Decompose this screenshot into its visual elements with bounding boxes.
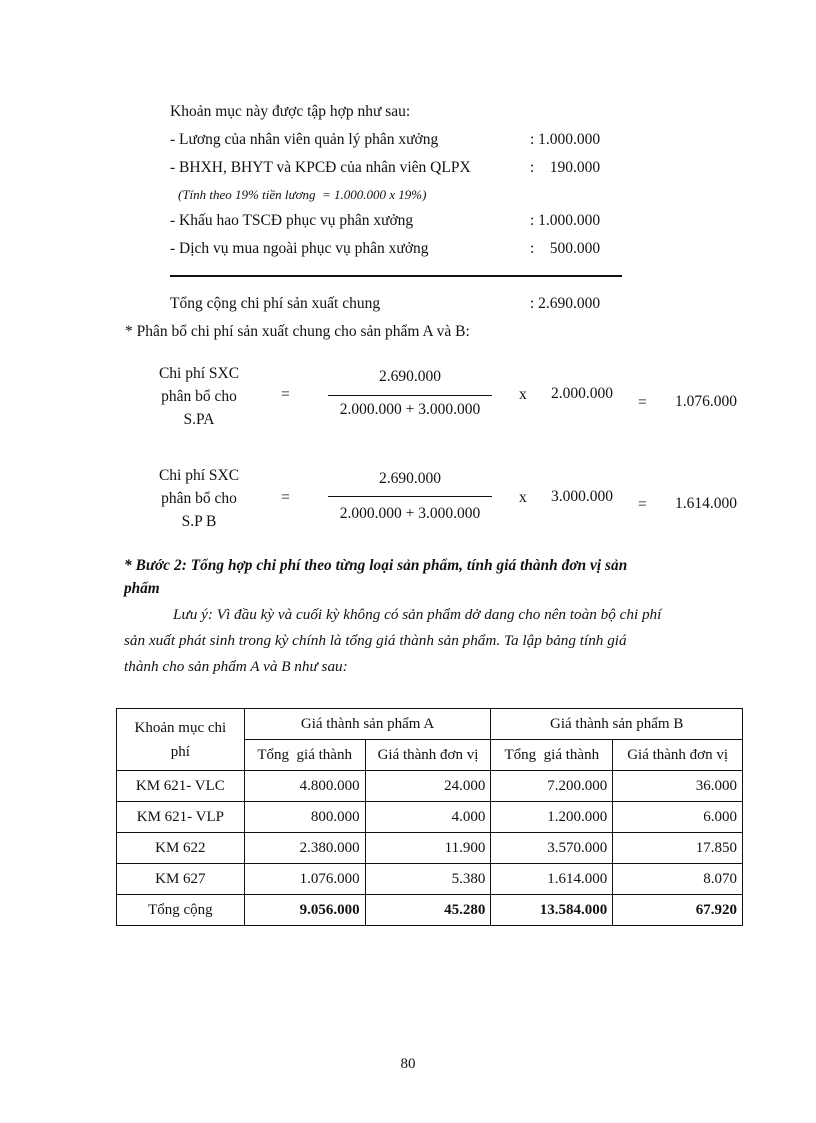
multiply-sign: x: [519, 489, 527, 506]
cell-a-total: 4.800.000: [244, 771, 365, 802]
header-item: [117, 709, 245, 771]
row-item: KM 621- VLC: [117, 771, 245, 802]
formula-result: 1.076.000: [675, 393, 737, 410]
formula-numerator: 2.690.000: [379, 470, 441, 487]
table-row: [117, 771, 743, 802]
header-item-line: Khoản mục chi: [134, 719, 227, 736]
cell-a-unit: 5.380: [365, 864, 491, 895]
formula-label-line: Chi phí SXC: [158, 467, 240, 484]
expense-item-value: : 1.000.000: [530, 212, 601, 229]
expense-item-label: - BHXH, BHYT và KPCĐ của nhân viên QLPX: [170, 159, 471, 176]
page-number: 80: [400, 1056, 416, 1072]
cost-table: [116, 708, 743, 926]
subheader-total: Tổng giá thành: [491, 740, 613, 771]
formula-label-line: phân bổ cho: [161, 490, 237, 507]
allocation-heading: * Phân bổ chi phí sản xuất chung cho sản phẩm A và B:: [125, 323, 470, 340]
expense-item-label: - Lương của nhân viên quản lý phân xưởng: [170, 131, 439, 148]
expense-note: (Tính theo 19% tiền lương = 1.000.000 x 19%): [178, 187, 427, 202]
cell-b-unit: 8.070: [613, 864, 743, 895]
formula-label-line: phân bổ cho: [161, 388, 237, 405]
formula-denominator: 2.000.000 + 3.000.000: [339, 401, 481, 418]
expense-item-label: - Dịch vụ mua ngoài phục vụ phân xưởng: [170, 240, 429, 257]
cell-b-total: 1.614.000: [491, 864, 613, 895]
cell-a-unit: 11.900: [365, 833, 491, 864]
step2-title-cont: phẩm: [124, 580, 160, 597]
cell-a-total: 800.000: [244, 802, 365, 833]
row-item: KM 627: [117, 864, 245, 895]
total-a-total: 9.056.000: [244, 895, 365, 926]
step2-note: Lưu ý: Vì đầu kỳ và cuối kỳ không có sản phẩm dở dang cho nên toàn bộ chi phí: [173, 606, 662, 623]
cell-b-unit: 36.000: [613, 771, 743, 802]
expense-item-label: - Khấu hao TSCĐ phục vụ phân xưởng: [170, 212, 414, 229]
cell-a-total: 2.380.000: [244, 833, 365, 864]
expense-item-value: : 1.000.000: [530, 131, 601, 148]
expense-total-label: Tổng cộng chi phí sản xuất chung: [170, 295, 381, 312]
formula-numerator: 2.690.000: [379, 368, 441, 385]
cell-b-total: 7.200.000: [491, 771, 613, 802]
header-group-a: Giá thành sản phẩm A: [244, 709, 491, 740]
cell-b-unit: 6.000: [613, 802, 743, 833]
cell-b-total: 1.200.000: [491, 802, 613, 833]
expense-item-value: : 190.000: [530, 159, 601, 176]
step2-note: thành cho sản phẩm A và B như sau:: [124, 658, 348, 675]
equals-sign: =: [281, 489, 290, 506]
total-a-unit: 45.280: [365, 895, 491, 926]
equals-sign: =: [638, 496, 647, 513]
multiply-sign: x: [519, 386, 527, 403]
formula-denominator: 2.000.000 + 3.000.000: [339, 505, 481, 522]
cell-a-unit: 24.000: [365, 771, 491, 802]
formula-label-line: S.PA: [183, 411, 215, 428]
cell-a-unit: 4.000: [365, 802, 491, 833]
table-row: [117, 864, 743, 895]
fraction-line: [328, 395, 492, 396]
formula-factor: 3.000.000: [551, 488, 613, 505]
expense-total-value: : 2.690.000: [530, 295, 601, 312]
subheader-total: Tổng giá thành: [244, 740, 365, 771]
table-header-row: [117, 709, 743, 740]
table-row: [117, 802, 743, 833]
cell-b-unit: 17.850: [613, 833, 743, 864]
total-b-total: 13.584.000: [491, 895, 613, 926]
expense-intro: Khoản mục này được tập hợp như sau:: [170, 103, 411, 120]
row-item: KM 621- VLP: [117, 802, 245, 833]
step2-note: sản xuất phát sinh trong kỳ chính là tổng giá thành sản phẩm. Ta lập bảng tính giá: [124, 632, 627, 649]
cell-a-total: 1.076.000: [244, 864, 365, 895]
formula-label-line: Chi phí SXC: [158, 365, 240, 382]
formula-label-line: S.P B: [181, 513, 217, 530]
table-row: [117, 833, 743, 864]
total-b-unit: 67.920: [613, 895, 743, 926]
total-item: Tổng cộng: [117, 895, 245, 926]
equals-sign: =: [638, 394, 647, 411]
header-group-b: Giá thành sản phẩm B: [491, 709, 743, 740]
subheader-unit: Giá thành đơn vị: [365, 740, 491, 771]
formula-result: 1.614.000: [675, 495, 737, 512]
header-item-line: phí: [170, 743, 190, 760]
step2-title: * Bước 2: Tổng hợp chi phí theo từng loại sản phẩm, tính giá thành đơn vị sản: [124, 557, 628, 574]
table-total-row: [117, 895, 743, 926]
expense-item-value: : 500.000: [530, 240, 601, 257]
fraction-line: [328, 496, 492, 497]
subheader-unit: Giá thành đơn vị: [613, 740, 743, 771]
cell-b-total: 3.570.000: [491, 833, 613, 864]
total-divider: [170, 275, 622, 277]
equals-sign: =: [281, 386, 290, 403]
row-item: KM 622: [117, 833, 245, 864]
formula-factor: 2.000.000: [551, 385, 613, 402]
